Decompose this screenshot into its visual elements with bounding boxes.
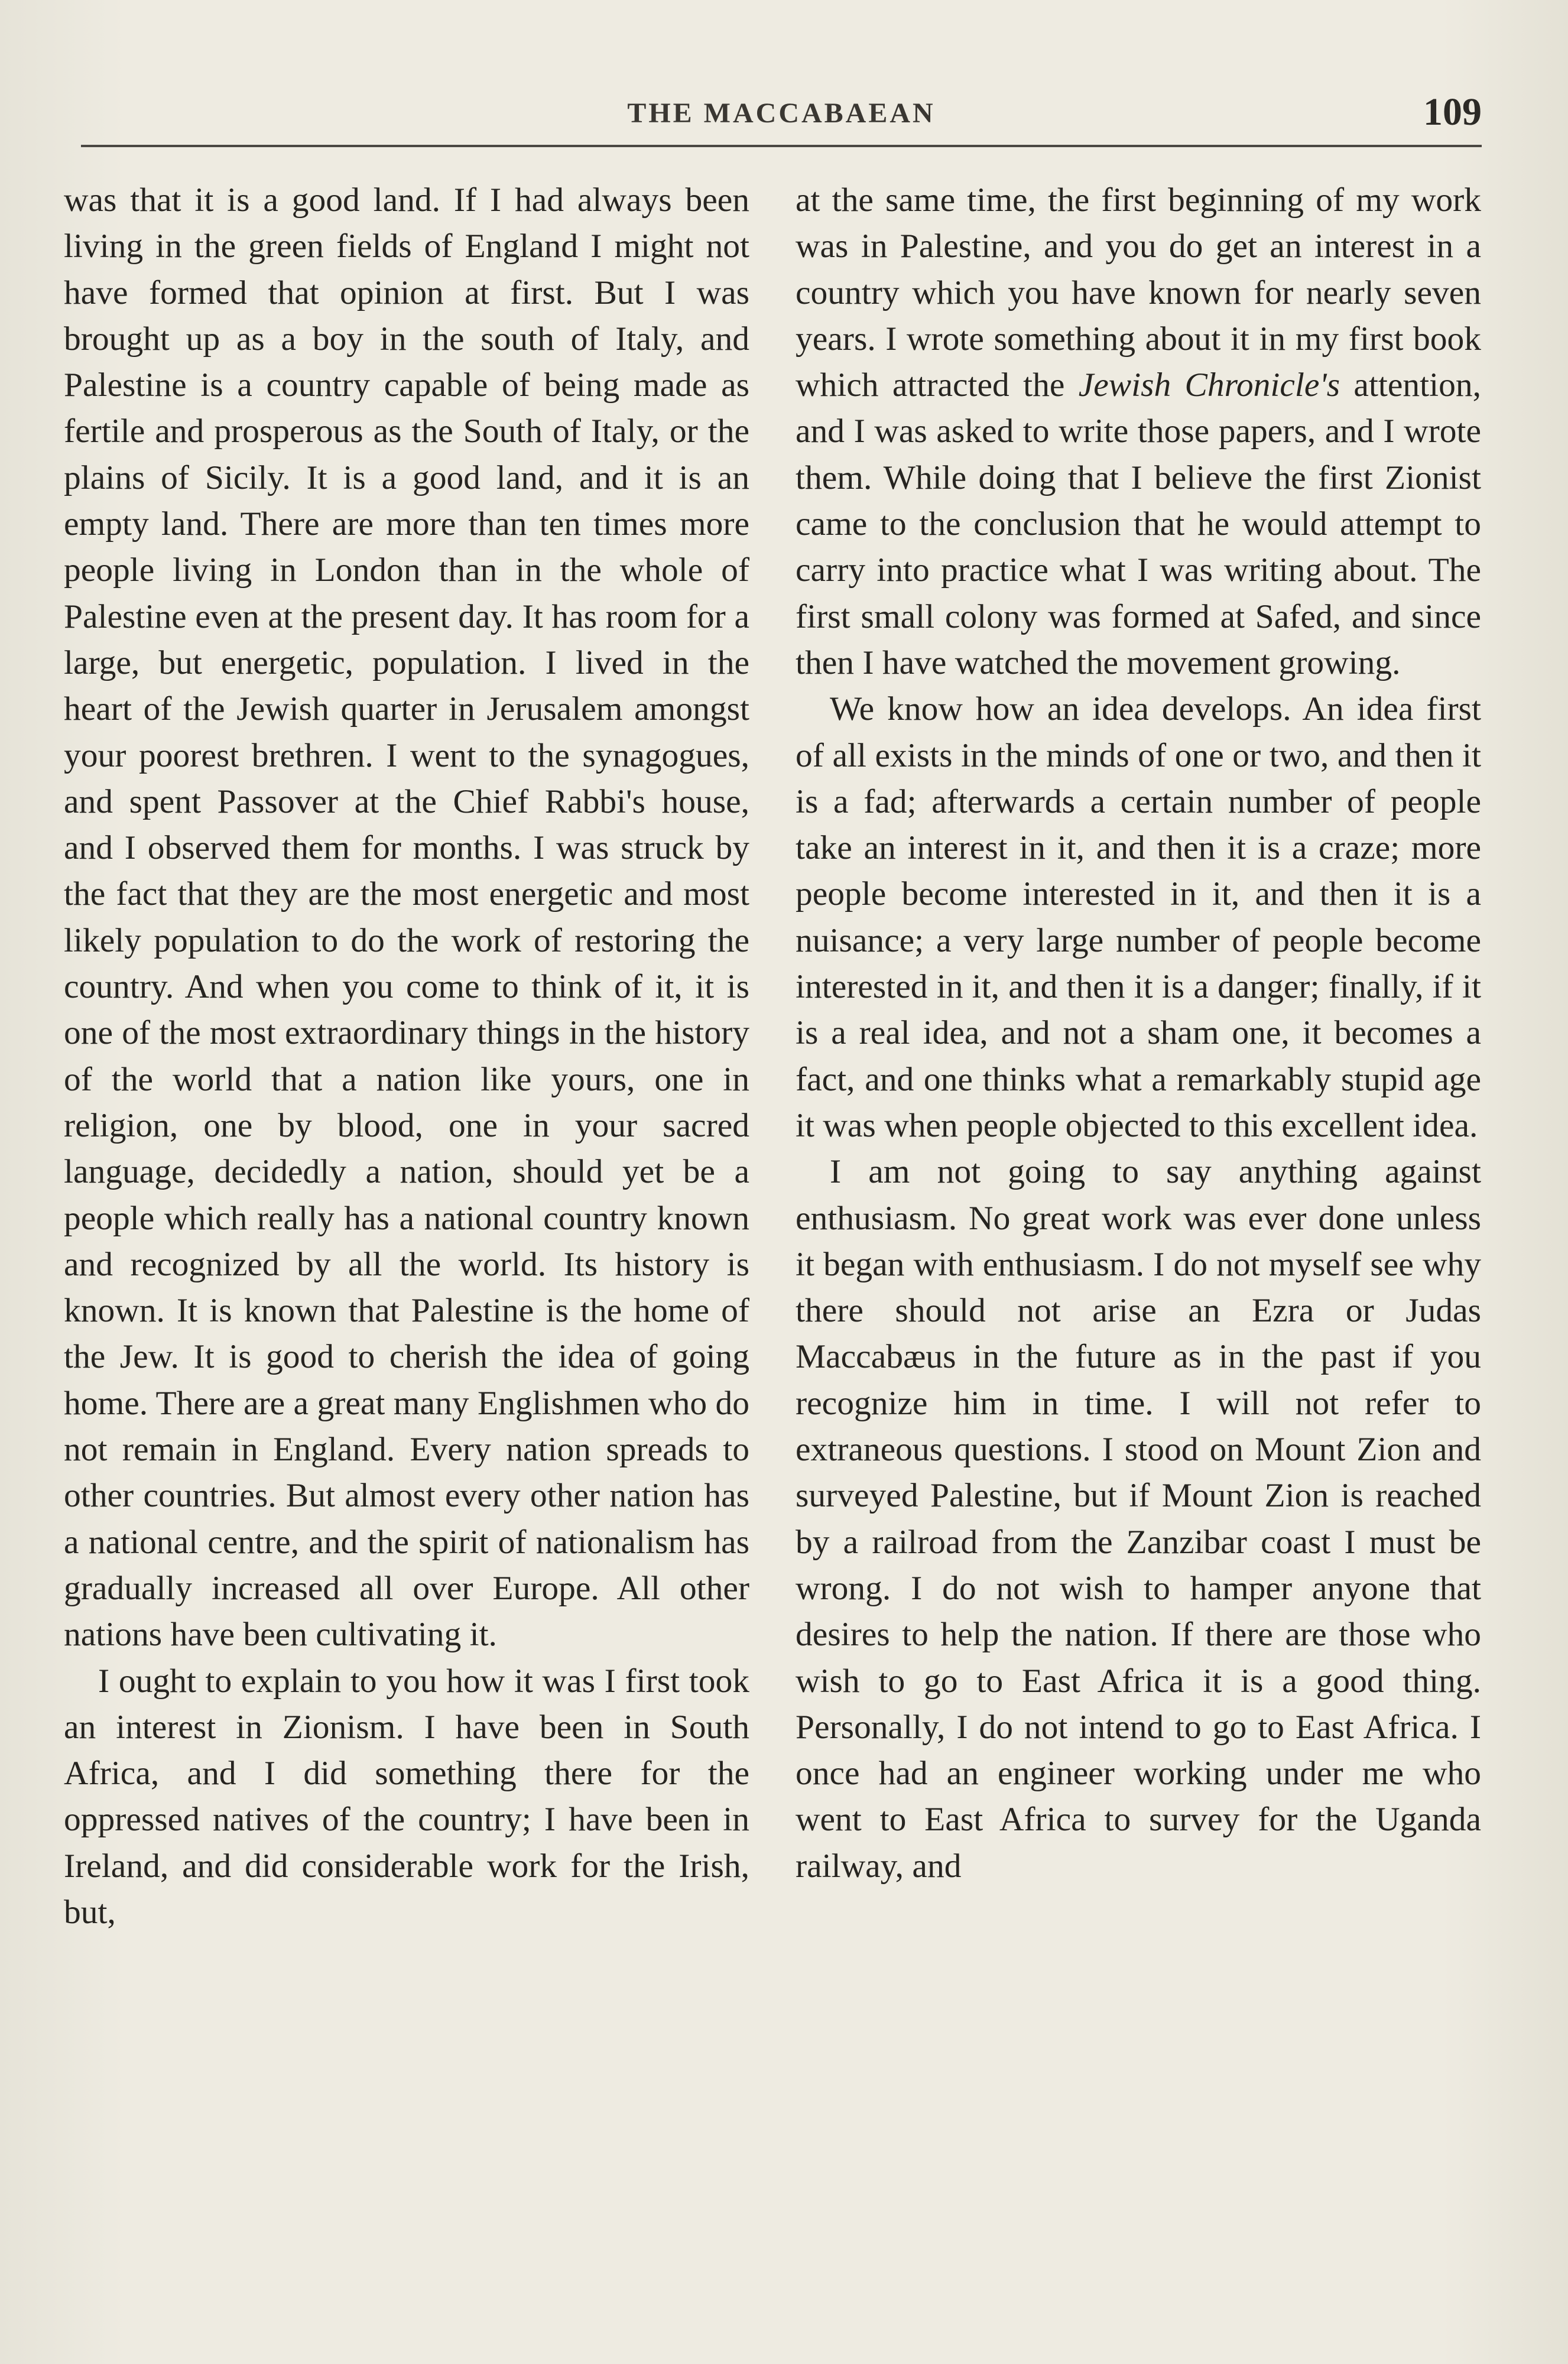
running-title: THE MACCABAEAN <box>627 98 936 129</box>
running-header <box>81 89 1482 147</box>
text-run: at the same time, the first beginning of my work was in Palestine, and you do get an interest in a country which you have known for nearly seven years. I wrote something about it in my first book which attracted the <box>796 181 1481 404</box>
paragraph: was that it is a good land. If I had always been living in the green fields of England I might not have formed that opinion at first. But I was brought up as a boy in the south of Italy, and Palestine is a country capable of being made as fertile and prosperous as the South of Italy, or the plains of Sicily. It is a good land, and it is an empty land. There are more than ten times more people living in London than in the whole of Palestine even at the present day. It has room for a large, but energetic, population. I lived in the heart of the Jewish quarter in Jerusalem amongst your poorest brethren. I went to the synagogues, and spent Passover at the Chief Rabbi's house, and I observed them for months. I was struck by the fact that they are the most energetic and most likely population to do the work of restoring the country. And when you come to think of it, it is one of the most extraordinary things in the history of the world that a nation like yours, one in religion, one by blood, one in your sacred language, decidedly a nation, should yet be a people which really has a national country known and recognized by all the world. Its history is known. It is known that Palestine is the home of the Jew. It is good to cherish the idea of going home. There are a great many Englishmen who do not remain in England. Every nation spreads to other countries. But almost every other nation has a national centre, and the spirit of nationalism has gradually increased all over Europe. All other nations have been cultivating it. <box>64 181 749 1654</box>
left-column <box>64 177 749 1936</box>
page-number: 109 <box>1423 90 1482 134</box>
right-column <box>796 177 1481 1889</box>
paragraph: I am not going to say anything against enthusiasm. No great work was ever done unless it began with enthusiasm. I do not myself see why there should not arise an Ezra or Judas Maccabæus in the future as in the past if you recognize him in time. I will not refer to extraneous questions. I stood on Mount Zion and surveyed Palestine, but if Mount Zion is reached by a railroad from the Zanzibar coast I must be wrong. I do not wish to hamper anyone that desires to help the nation. If there are those who wish to go to East Africa it is a good thing. Personally, I do not intend to go to East Africa. I once had an engineer working under me who went to East Africa to survey for the Uganda railway, and <box>796 1153 1481 1885</box>
paragraph: We know how an idea develops. An idea first of all exists in the minds of one or two, and then it is a fad; afterwards a certain number of people take an interest in it, and then it is a craze; more people become interested in it, and then it is a nuisance; a very large number of people become interested in it, and then it is a danger; finally, if it is a real idea, and not a sham one, it becomes a fact, and one thinks what a remarkably stupid age it was when people objected to this excellent idea. <box>796 690 1481 1144</box>
paragraph: I ought to explain to you how it was I first took an interest in Zionism. I have been in South Africa, and I did something there for the oppressed natives of the country; I have been in Ireland, and did considerable work for the Irish, but, <box>64 1662 749 1931</box>
italic-title: Jewish Chronicle's <box>1078 366 1340 404</box>
text-run: attention, and I was asked to write those papers, and I wrote them. While doing that I believe the first Zionist came to the conclusion that he would attempt to carry into practice what I was writing about. The first small colony was formed at Safed, and since then I have watched the movement growing. <box>796 366 1481 681</box>
paragraph <box>796 177 1481 686</box>
